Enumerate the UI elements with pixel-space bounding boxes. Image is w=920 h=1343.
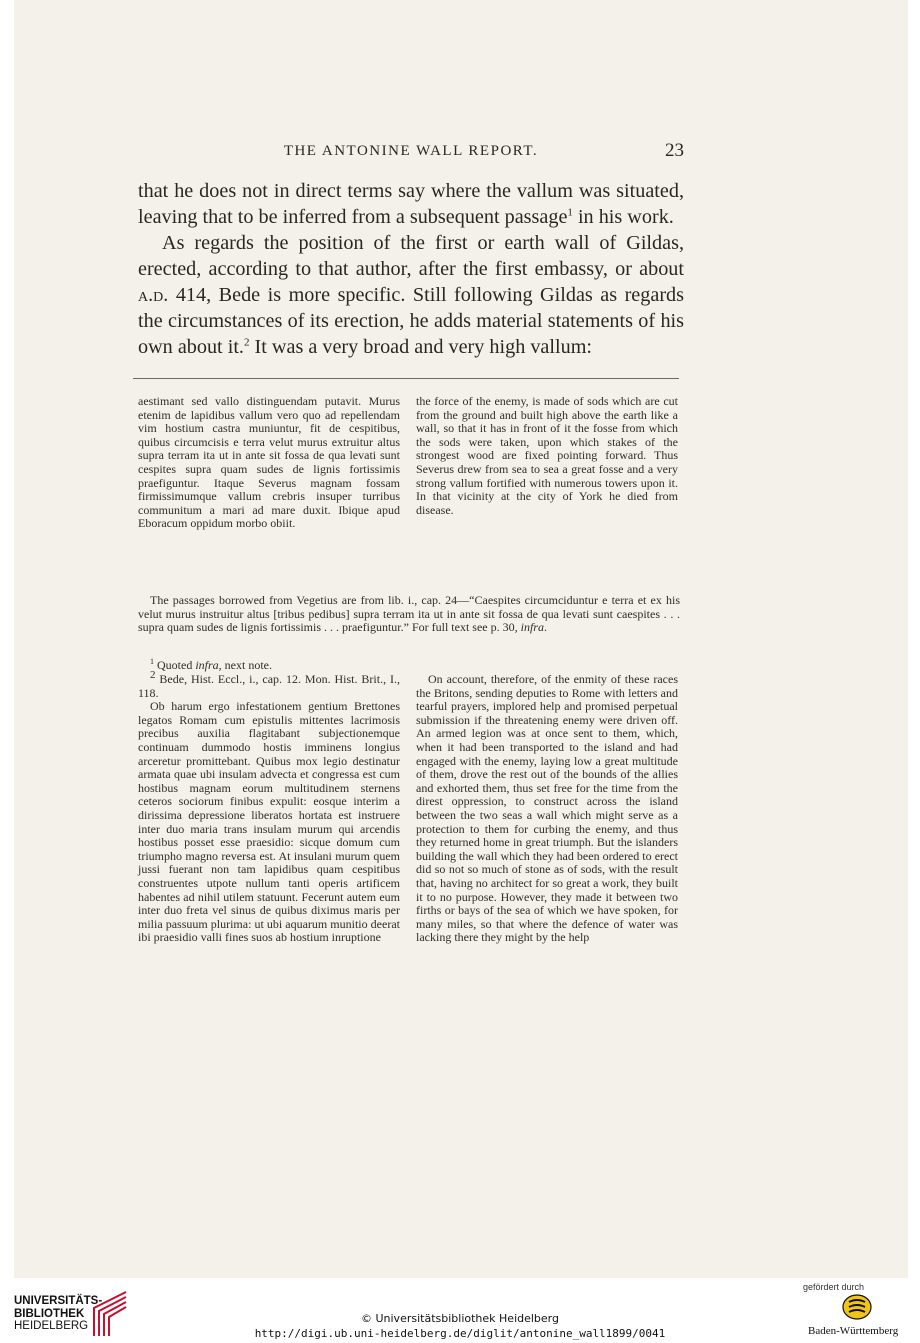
running-title: THE ANTONINE WALL REPORT. (283, 143, 539, 159)
sponsor-name: Baden-Württemberg (808, 1325, 899, 1337)
anno-domini: a.d. (138, 284, 169, 306)
footnote-1: $^1$ Quoted infra, next note. (150, 657, 272, 672)
english-column-top: the force of the enemy, is made of sods which are cut from the ground and built high above the earth like a wall, so that it has in front of it the fosse from which the sods were taken, upon which stakes of the strongest wood are fixed pointing forward. Thus Severus drew from sea to sea a great fosse and a very strong vallum fortified with numerous towers upon it. In that vicinity at the city of York he died from disease. (416, 394, 678, 517)
vegetius-note: The passages borrowed from Vegetius are from lib. i., cap. 24—“Caespites circumciduntur e terra et ex his velut murus instruitur altus [tribus pedibus] supra terram ita ut in ante sit fossa de qua levati sunt caespites . . . supra quam sudes de lignis fortissimis . . . praefiguntur.” For full text see p. 30, infra. (138, 593, 680, 635)
library-logo-text[interactable]: UNIVERSITÄTS- BIBLIOTHEK HEIDELBERG (14, 1295, 103, 1332)
continued-note-columns (138, 395, 680, 595)
footnote-2 (138, 669, 680, 1073)
latin-column-bede: $^2$ Bede, Hist. Eccl., i., cap. 12. Mon. Hist. Brit., I., 118. Ob harum ergo infestationem gentium Brettones legatos Romam cum epistulis mittentes lacrimosis precibus auxilia flagitabant subjectionemque continuam dummodo hostis imminens longius arceretur promittebant. Quibus mox legio destinatur armata quae ubi insulam advecta et congressa est cum hostibus magnam eorum multitudinem sternens ceteros sociorum finibus expulit: eosque interim a dirissima depressione liberatos hortata est instruere inter duo maria trans insulam murum qui arcendis hostibus posset esse praesidio: sicque domum cum triumpho magno reversa est. At insulani murum quem jussi fuerant non tam lapidibus quam cespitibus construentes utpote nullum tanti operis artificem habentes ad nihil utilem statuunt. Fecerunt autem eum inter duo freta vel sinus de quibus diximus maris per milia passuum plurima: ut ubi aquarum munitio deerat ibi praesidio valli fines suos ab hostium inruptione (138, 669, 400, 945)
baden-wuerttemberg-seal-icon (842, 1294, 872, 1320)
page-number: 23 (665, 140, 684, 161)
paragraph-2: As regards the position of the first or earth wall of Gildas, erected, according to that author, after the first embassy, or about a.d. 414, Bede is more specific. Still following Gildas as regards the circumstances of its erection, he adds material statements of his own about it.$^2$ It was a very broad and very high vallum: (138, 232, 684, 358)
english-column-bede: On account, therefore, of the enmity of these races the Britons, sending deputies to Rome with letters and tearful prayers, implored help and promised perpetual submission if the threatening enemy were driven off. An armed legion was at once sent to them, which, when it had been transported to the island and had engaged with the enemy, laying low a great multitude of them, drove the rest out of the bounds of the allies and exhorted them, thus set free for the time from the direst oppression, to construct across the island between the two seas a wall which might serve as a protection to them for curbing the enemy, and thus they returned home in great triumph. But the islanders building the wall which they had been ordered to erect did so not so much of stone as of sods, with the result that, having no architect for so great a work, they built it to no purpose. However, they made it between two firths or bays of the sea of which we have spoken, for many miles, so that where the defence of water was lacking there they might by the help (416, 672, 678, 945)
footnote-ref-2: 2 (243, 336, 250, 349)
running-header (138, 140, 684, 164)
permalink-url[interactable]: http://digi.ub.uni-heidelberg.de/diglit/antonine_wall1899/0041 (254, 1327, 666, 1340)
footnote-ref-1: 1 (567, 206, 573, 219)
footnote-rule (133, 378, 679, 379)
digitization-footer (0, 1278, 920, 1343)
funded-by-label: gefördert durch (803, 1282, 865, 1292)
paragraph-1: that he does not in direct terms say where the vallum was situated, leaving that to be inferred from a subsequent passage$^1$ in his work. (138, 180, 684, 228)
main-text (138, 178, 684, 360)
latin-column-top: aestimant sed vallo distinguendam putavit. Murus etenim de lapidibus vallum vero quo ad repellendam vim hostium castra muniuntur, fit de cespitibus, quibus circumcisis e terra velut murus extruitur altus supra terram ita ut in ante sit fossa de qua levati sunt cespites supra quam sudes de lignis fortissimis praefiguntur. Itaque Severus magnam fossam firmissimumque vallum crebris insuper turribus communitum a mari ad mare duxit. Ibique apud Eboracum oppidum morbo obiit. (138, 394, 400, 531)
copyright-notice: © Universitätsbibliothek Heidelberg (360, 1312, 559, 1325)
